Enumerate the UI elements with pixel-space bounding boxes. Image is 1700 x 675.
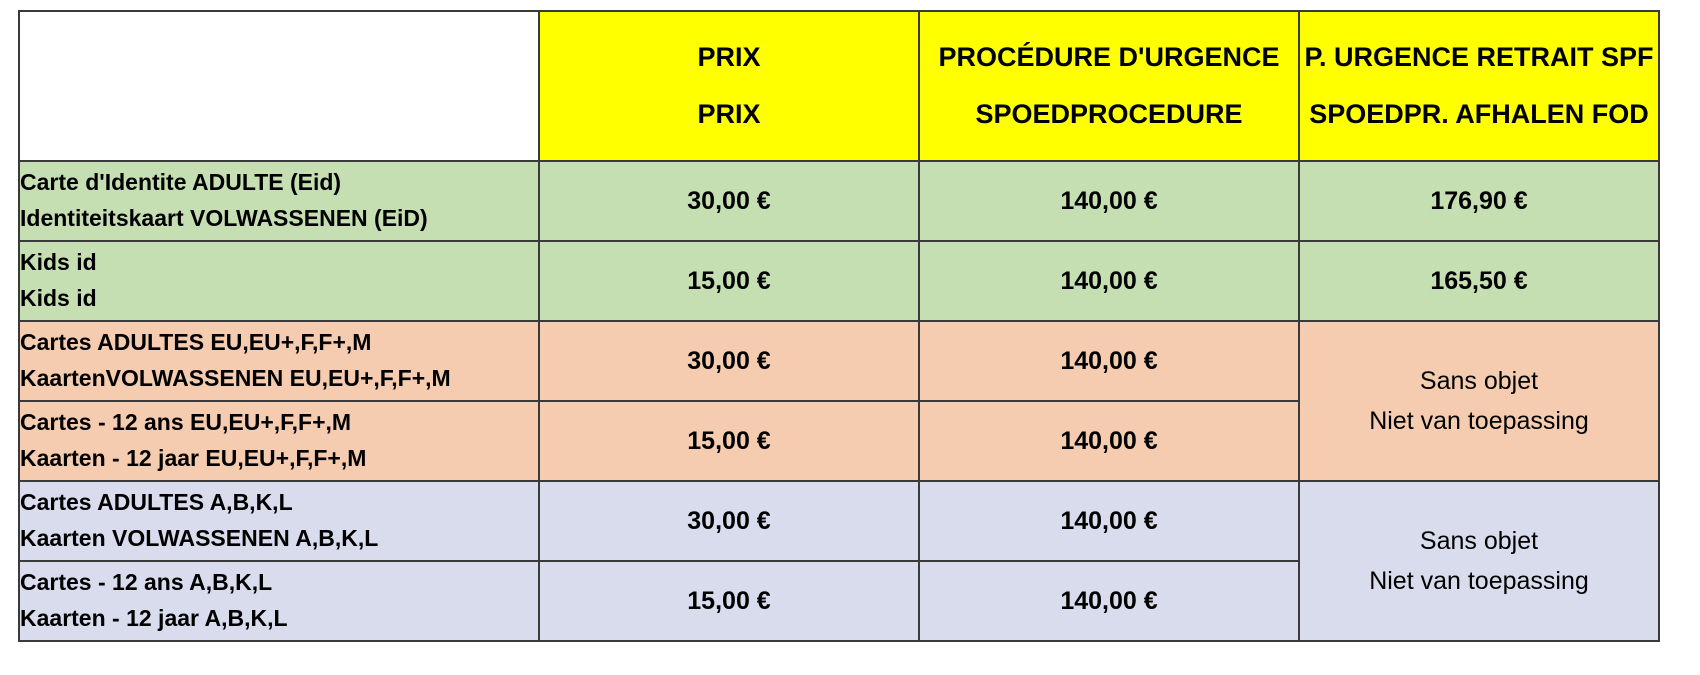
row-label-fr: Cartes - 12 ans A,B,K,L xyxy=(20,569,273,596)
row-label-fr: Carte d'Identite ADULTE (Eid) xyxy=(20,169,342,196)
row-label-nl: Kaarten VOLWASSENEN A,B,K,L xyxy=(20,525,379,551)
row-label-nl: KaartenVOLWASSENEN EU,EU+,F,F+,M xyxy=(20,365,451,391)
row-label-nl: Kids id xyxy=(20,285,97,311)
row-label-fr: Cartes - 12 ans EU,EU+,F,F+,M xyxy=(20,409,352,436)
header-blank-cell xyxy=(19,11,539,161)
row-procedure: 140,00 € xyxy=(919,561,1299,641)
header-retrait xyxy=(1299,11,1659,161)
row-label-nl: Kaarten - 12 jaar EU,EU+,F,F+,M xyxy=(20,445,367,471)
row-label-minus12-eu xyxy=(19,401,539,481)
row-label-minus12-abkl xyxy=(19,561,539,641)
row-label-nl: Identiteitskaart VOLWASSENEN (EiD) xyxy=(20,205,428,231)
price-table xyxy=(18,10,1660,642)
row-prix: 15,00 € xyxy=(539,401,919,481)
table-row xyxy=(19,321,1659,401)
row-label-kids-id xyxy=(19,241,539,321)
row-prix: 15,00 € xyxy=(539,241,919,321)
row-prix: 30,00 € xyxy=(539,161,919,241)
row-retrait-not-applicable xyxy=(1299,321,1659,481)
table-row xyxy=(19,161,1659,241)
row-prix: 30,00 € xyxy=(539,481,919,561)
row-label-adults-eu xyxy=(19,321,539,401)
row-prix: 30,00 € xyxy=(539,321,919,401)
row-procedure: 140,00 € xyxy=(919,401,1299,481)
not-applicable-fr: Sans objet xyxy=(1419,527,1539,555)
row-label-adults-abkl xyxy=(19,481,539,561)
row-prix: 15,00 € xyxy=(539,561,919,641)
row-procedure: 140,00 € xyxy=(919,161,1299,241)
table-header-row xyxy=(19,11,1659,161)
row-retrait: 176,90 € xyxy=(1299,161,1659,241)
not-applicable-nl: Niet van toepassing xyxy=(1369,407,1589,435)
row-label-fr: Cartes ADULTES A,B,K,L xyxy=(20,489,293,516)
table-row xyxy=(19,241,1659,321)
row-label-fr: Kids id xyxy=(20,249,97,276)
row-retrait: 165,50 € xyxy=(1299,241,1659,321)
row-retrait-not-applicable xyxy=(1299,481,1659,641)
header-retrait-fr: P. URGENCE RETRAIT SPF xyxy=(1304,42,1654,72)
row-label-adult-eid xyxy=(19,161,539,241)
row-procedure: 140,00 € xyxy=(919,321,1299,401)
row-procedure: 140,00 € xyxy=(919,241,1299,321)
header-prix-fr: PRIX xyxy=(697,42,761,72)
header-procedure-nl: SPOEDPROCEDURE xyxy=(975,99,1243,129)
row-label-nl: Kaarten - 12 jaar A,B,K,L xyxy=(20,605,288,631)
row-procedure: 140,00 € xyxy=(919,481,1299,561)
table-row xyxy=(19,481,1659,561)
header-procedure xyxy=(919,11,1299,161)
header-retrait-nl: SPOEDPR. AFHALEN FOD xyxy=(1309,99,1649,129)
not-applicable-nl: Niet van toepassing xyxy=(1369,567,1589,595)
header-prix xyxy=(539,11,919,161)
header-procedure-fr: PROCÉDURE D'URGENCE xyxy=(938,42,1280,72)
not-applicable-fr: Sans objet xyxy=(1419,367,1539,395)
row-label-fr: Cartes ADULTES EU,EU+,F,F+,M xyxy=(20,329,372,356)
header-prix-nl: PRIX xyxy=(697,99,761,129)
